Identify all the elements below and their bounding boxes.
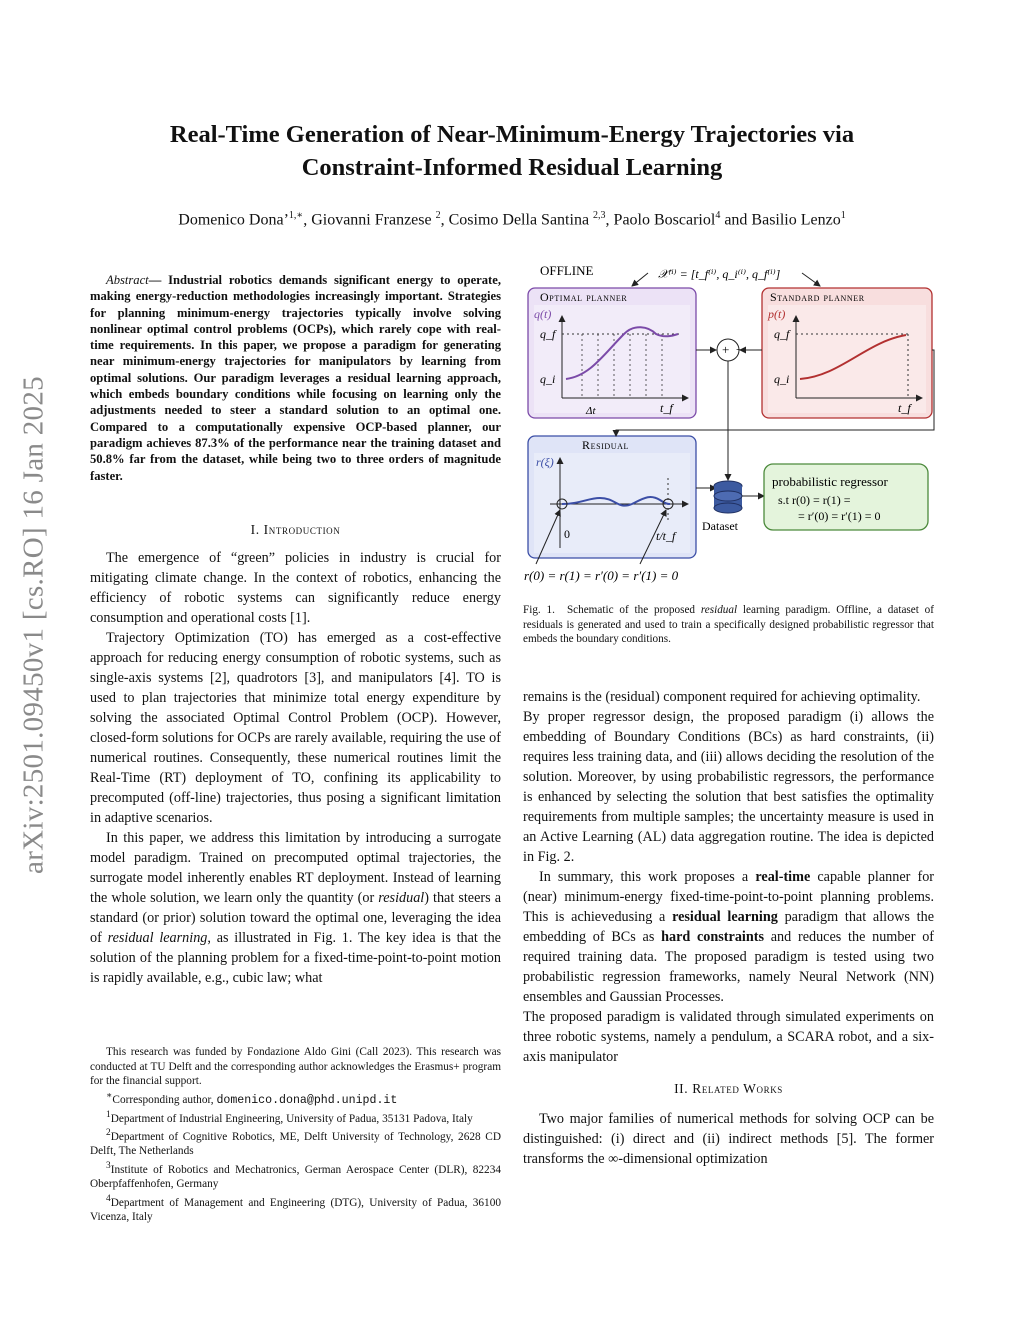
footnote-mark: 1 xyxy=(106,1109,111,1120)
text-run: In this paper, we address this limitation by introducing a surrogate model paradigm. Trained on precomputed optimal trajectories, the surrogate model inherently enables RT deployment. Instead of learning the whole solution, we learn only the quantity (or xyxy=(90,830,501,906)
caption-text: learning paradigm. Offline, a dataset of residuals is generated and used to train a specifically designed probabilistic regressor that embeds the boundary conditions. xyxy=(523,604,934,645)
footnote-mark: 3 xyxy=(106,1160,111,1171)
author-5: and Basilio Lenzo xyxy=(720,211,841,229)
standard-planner-title: Standard planner xyxy=(770,290,865,304)
footnote-text: Department of Management and Engineering (DTG), University of Padua, 36100 Vicenza, Italy xyxy=(90,1196,501,1223)
paragraph: By proper regressor design, the proposed paradigm (i) allows the embedding of Boundary Conditions (BCs) as hard constraints, (ii) requires less training data, and (iii) allows deciding the resolution of the solution. Moreover, by using probabilistic regressors, the performance is enhanced by selecting the solution that best satisfies the optimality requirements from multiple samples; the uncertainty measure is used in an Active Learning (AL) data aggregation routine. The idea is depicted in Fig. 2. xyxy=(523,709,934,865)
offline-label: OFFLINE xyxy=(540,263,594,278)
affiliation-3 xyxy=(90,1159,501,1192)
t-over-tf-label: t/t_f xyxy=(656,529,676,543)
paragraph xyxy=(523,867,934,1007)
title-line-1: Real-Time Generation of Near-Minimum-Energy Trajectories via xyxy=(169,121,855,148)
text-run: paradigm that allows the embedding of BCs as xyxy=(523,909,934,945)
text-run-bold: real-time xyxy=(755,869,811,885)
section-title: Related Works xyxy=(692,1081,783,1096)
paragraph: The proposed paradigm is validated through simulated experiments on three robotic systems, namely a pendulum, a SCARA robot, and a six-axis manipulator xyxy=(523,1009,934,1065)
regressor-constraint-1: s.t r(0) = r(1) = xyxy=(778,493,851,507)
p-t-label: p(t) xyxy=(768,307,786,321)
text-run-bold: residual learning xyxy=(672,909,778,925)
input-vector-label: 𝒳⁽ⁱ⁾ = [t_f⁽ⁱ⁾, q_i⁽ⁱ⁾, q_f⁽ⁱ⁾] xyxy=(658,267,781,281)
text-run: capable planner for (near) minimum-energy fixed-time-point-to-point planning problems. This is achievedusing a xyxy=(523,869,935,925)
corresponding-note xyxy=(90,1089,501,1108)
r-xi-label: r(ξ) xyxy=(536,455,554,469)
author-5-affil: 1 xyxy=(840,210,846,221)
section-number: II. xyxy=(674,1081,693,1096)
t-f-label: t_f xyxy=(660,401,673,415)
q-t-label: q(t) xyxy=(534,307,552,321)
arxiv-stamp xyxy=(10,330,58,920)
email-link[interactable]: domenico.dona@phd.unipd.it xyxy=(216,1093,398,1107)
optimal-planner-title: Optimal planner xyxy=(540,290,628,304)
paragraph: The emergence of “green” policies in industry is crucial for mitigating climate change. In the context of robotics, enhancing the efficiency of robotic systems can significantly reduce energy consumption and operational costs [1]. xyxy=(90,550,501,626)
figure-1-schematic xyxy=(520,258,940,588)
section-heading-related-works xyxy=(523,1079,934,1099)
author-4-affil: 4 xyxy=(715,210,721,221)
footnote-text: Corresponding author, xyxy=(112,1093,217,1106)
text-run-italic: residual xyxy=(378,890,425,906)
footnote-mark: 2 xyxy=(106,1128,111,1139)
section-heading-introduction xyxy=(90,520,501,540)
section-number: I. xyxy=(250,522,264,537)
author-2: , Giovanni Franzese xyxy=(303,211,436,229)
delta-t-label: Δt xyxy=(586,405,596,417)
boundary-conditions-label: r(0) = r(1) = r′(0) = r′(1) = 0 xyxy=(524,568,679,583)
q-i-label: q_i xyxy=(540,372,556,386)
footnote-mark: 4 xyxy=(106,1193,111,1204)
caption-label: Fig. 1. xyxy=(523,604,555,616)
figure-caption xyxy=(523,603,934,647)
footnote-text: Department of Cognitive Robotics, ME, Delft University of Technology, 2628 CD Delft, The Netherlands xyxy=(90,1130,501,1158)
paper-title xyxy=(100,118,924,184)
arxiv-id: arXiv:2501.09450v1 [cs.RO] 16 Jan 2025 xyxy=(17,376,50,874)
plus-sign: + xyxy=(722,342,730,357)
author-4: , Paolo Boscariol xyxy=(605,211,716,229)
author-3: , Cosimo Della Santina xyxy=(440,211,594,229)
dataset-icon xyxy=(714,481,742,513)
title-line-2: Constraint-Informed Residual Learning xyxy=(301,154,723,181)
funding-note: This research was funded by Fondazione Aldo Gini (Call 2023). This research was conducted at TU Delft and the corresponding author acknowledges the Erasmus+ program for the financial support. xyxy=(90,1046,501,1087)
q-f-label: q_f xyxy=(540,327,556,341)
footnote-text: Department of Industrial Engineering, University of Padua, 35131 Padova, Italy xyxy=(110,1112,473,1125)
abstract xyxy=(90,272,501,484)
text-run: and reduces the number of required training data. The proposed paradigm is tested using two probabilistic regression frameworks, namely Neural Network (NN) ensembles and Gaussian Processes. xyxy=(523,929,935,1005)
author-1-affil: 1,∗ xyxy=(288,210,304,221)
abstract-label: Abstract xyxy=(106,273,149,287)
author-3-affil: 2,3 xyxy=(593,210,606,221)
q-f-label-std: q_f xyxy=(774,327,790,341)
paragraph: remains is the (residual) component required for achieving optimality. xyxy=(523,689,921,705)
dataset-label: Dataset xyxy=(702,519,738,533)
footnotes xyxy=(90,1045,501,1224)
caption-text-italic: residual xyxy=(700,604,738,616)
affiliation-2 xyxy=(90,1126,501,1159)
zero-label: 0 xyxy=(564,527,570,541)
caption-text: Schematic of the proposed xyxy=(566,604,701,616)
footnote-text: Institute of Robotics and Mechatronics, German Aerospace Center (DLR), 82234 Oberpfaffenhofen, Germany xyxy=(90,1163,501,1191)
q-i-label-std: q_i xyxy=(774,372,790,386)
affiliation-1 xyxy=(90,1108,501,1126)
left-column xyxy=(90,520,501,988)
t-f-label-std: t_f xyxy=(898,401,911,415)
minus-sign: − xyxy=(736,342,744,357)
section-title: Introduction xyxy=(263,522,341,537)
text-run-bold: hard constraints xyxy=(661,929,765,945)
text-run: ) that steers a standard (or prior) solution toward the optimal one, leveraging the idea of xyxy=(90,890,501,946)
author-2-affil: 2 xyxy=(435,210,441,221)
text-run: In summary, this work proposes a xyxy=(539,869,756,885)
author-list xyxy=(60,210,964,229)
regressor-constraint-2: = r′(0) = r′(1) = 0 xyxy=(798,509,881,523)
abstract-text: — Industrial robotics demands significant energy to operate, making energy-reduction methodologies increasingly important. Strategies for planning minimum-energy trajectories typically involve solving nonlinear optimal control problems (OCPs), which rarely cope with real-time requirements. In this paper, we propose a paradigm for generating near minimum-energy trajectories for manipulators by learning from optimal solutions. Our paradigm leverages a residual learning approach, which embeds boundary conditions while focusing on learning only the adjustments needed to steer a standard solution to an optimal one. Compared to a computationally expensive OCP-based planner, our paradigm achieves 87.3% of the performance near the training dataset and 50.8% far from the dataset, while being two to three orders of magnitude faster. xyxy=(90,273,501,483)
residual-title: Residual xyxy=(582,438,630,452)
footnote-mark: ∗ xyxy=(106,1090,113,1101)
paragraph: Trajectory Optimization (TO) has emerged as a cost-effective approach for reducing energy consumption of robotic systems, such as single-axis systems [2], quadrotors [3], and manipulators [4]. TO is used to plan trajectories that minimize total energy expenditure by solving the associated Optimal Control Problem (OCP). However, closed-form solutions for OCPs are rarely available, requiring the use of numerical routines. Consequently, these numerical routines limit the Real-Time (RT) deployment of TO, confining its applicability to precomputed (off-line) trajectories, thus posing a significant limitation in adaptive scenarios. xyxy=(90,630,501,826)
paragraph xyxy=(90,828,501,988)
text-run-italic: residual learning xyxy=(107,930,208,946)
right-column xyxy=(523,687,934,1169)
text-run: , as illustrated in Fig. 1. The key idea is that the solution of the planning problem for a fixed-time-point-to-point motion is rapidly available, e.g., cubic law; what xyxy=(90,930,501,986)
affiliation-4 xyxy=(90,1192,501,1225)
author-1: Domenico Dona’ xyxy=(178,211,289,229)
regressor-title: probabilistic regressor xyxy=(772,474,888,489)
paragraph: Two major families of numerical methods for solving OCP can be distinguished: (i) direct and (ii) indirect methods [5]. The former transforms the ∞-dimensional optimization xyxy=(523,1111,934,1167)
